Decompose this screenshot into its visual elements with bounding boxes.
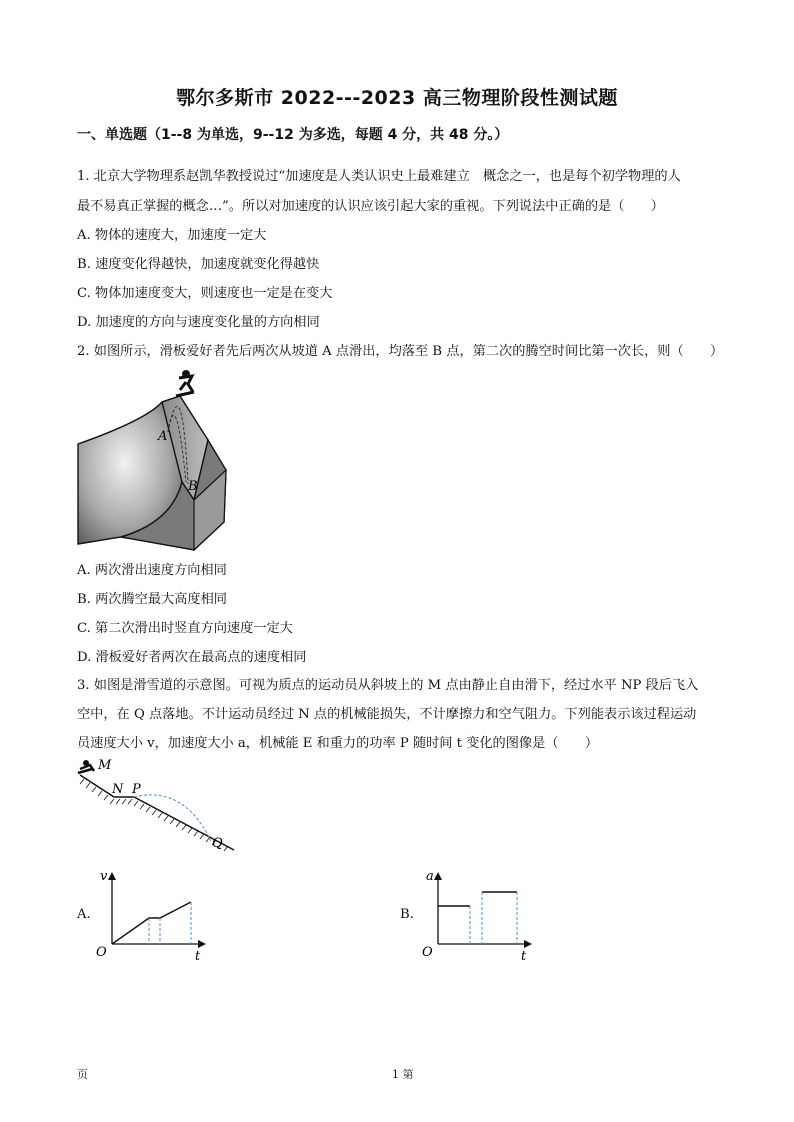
slope-surface	[80, 775, 234, 850]
q1-option-a: A. 物体的速度大，加速度一定大	[77, 228, 267, 243]
graph-a-xlabel: t	[195, 949, 201, 964]
q3-stem-line1: 3. 如图是滑雪道的示意图。可视为质点的运动员从斜坡上的 M 点由静止自由滑下，经过水平 NP 段后飞入	[77, 678, 699, 693]
graph-b-ylabel: a	[426, 869, 434, 884]
q3-stem-line2: 空中，在 Q 点落地。不计运动员经过 N 点的机械能损失，不计摩擦力和空气阻力。下列能表示该过程运动	[77, 707, 697, 722]
label-q: Q	[212, 836, 223, 851]
q1-stem-line1: 1. 北京大学物理系赵凯华教授说过“加速度是人类认识史上最难建立 概念之一，也是每个初学物理的人	[77, 169, 681, 184]
graph-a-ylabel: v	[100, 869, 108, 884]
label-n: N	[112, 782, 124, 797]
skier-icon	[78, 760, 94, 773]
page-title: 鄂尔多斯市 2022---2023 高三物理阶段性测试题	[176, 87, 618, 109]
graph-a-v-t	[94, 864, 214, 964]
graph-a-option: A.	[77, 907, 91, 922]
v-curve	[112, 902, 191, 944]
ski-slope-figure	[74, 755, 254, 855]
label-a: A	[158, 429, 168, 444]
q3-stem-line3: 员速度大小 v，加速度大小 a，机械能 E 和重力的功率 P 随时间 t 变化的图像是（ ）	[77, 736, 599, 751]
q2-stem: 2. 如图所示，滑板爱好者先后两次从坡道 A 点滑出，均落至 B 点，第二次的腾空时间比第一次长，则（ ）	[77, 344, 724, 359]
skate-ramp-figure	[76, 362, 246, 552]
label-m: M	[98, 758, 112, 773]
graph-b-a-t	[420, 864, 540, 964]
q1-option-c: C. 物体加速度变大，则速度也一定是在变大	[77, 286, 333, 301]
skateboarder-icon	[176, 370, 194, 396]
q2-option-c: C. 第二次滑出时竖直方向速度一定大	[77, 621, 293, 636]
q1-stem-line2: 最不易真正掌握的概念…”。所以对加速度的认识应该引起大家的重视。下列说法中正确的是（ ）	[77, 199, 664, 214]
q2-option-a: A. 两次滑出速度方向相同	[77, 563, 227, 578]
footer-page: 1 第	[392, 1068, 414, 1081]
a-curve	[438, 892, 517, 906]
label-b: B	[188, 479, 198, 494]
footer-left: 页	[77, 1068, 88, 1081]
graph-b-option: B.	[400, 907, 414, 922]
q2-option-b: B. 两次腾空最大高度相同	[77, 592, 227, 607]
label-p: P	[132, 782, 141, 797]
graph-b-origin: O	[422, 945, 433, 960]
section-heading: 一、单选题（1--8 为单选，9--12 为多选，每题 4 分，共 48 分。）	[77, 127, 509, 143]
q1-option-d: D. 加速度的方向与速度变化量的方向相同	[77, 315, 320, 330]
q2-option-d: D. 滑板爱好者两次在最高点的速度相同	[77, 650, 307, 665]
graph-b-xlabel: t	[521, 949, 527, 964]
q1-option-b: B. 速度变化得越快，加速度就变化得越快	[77, 257, 320, 272]
graph-a-origin: O	[96, 945, 107, 960]
